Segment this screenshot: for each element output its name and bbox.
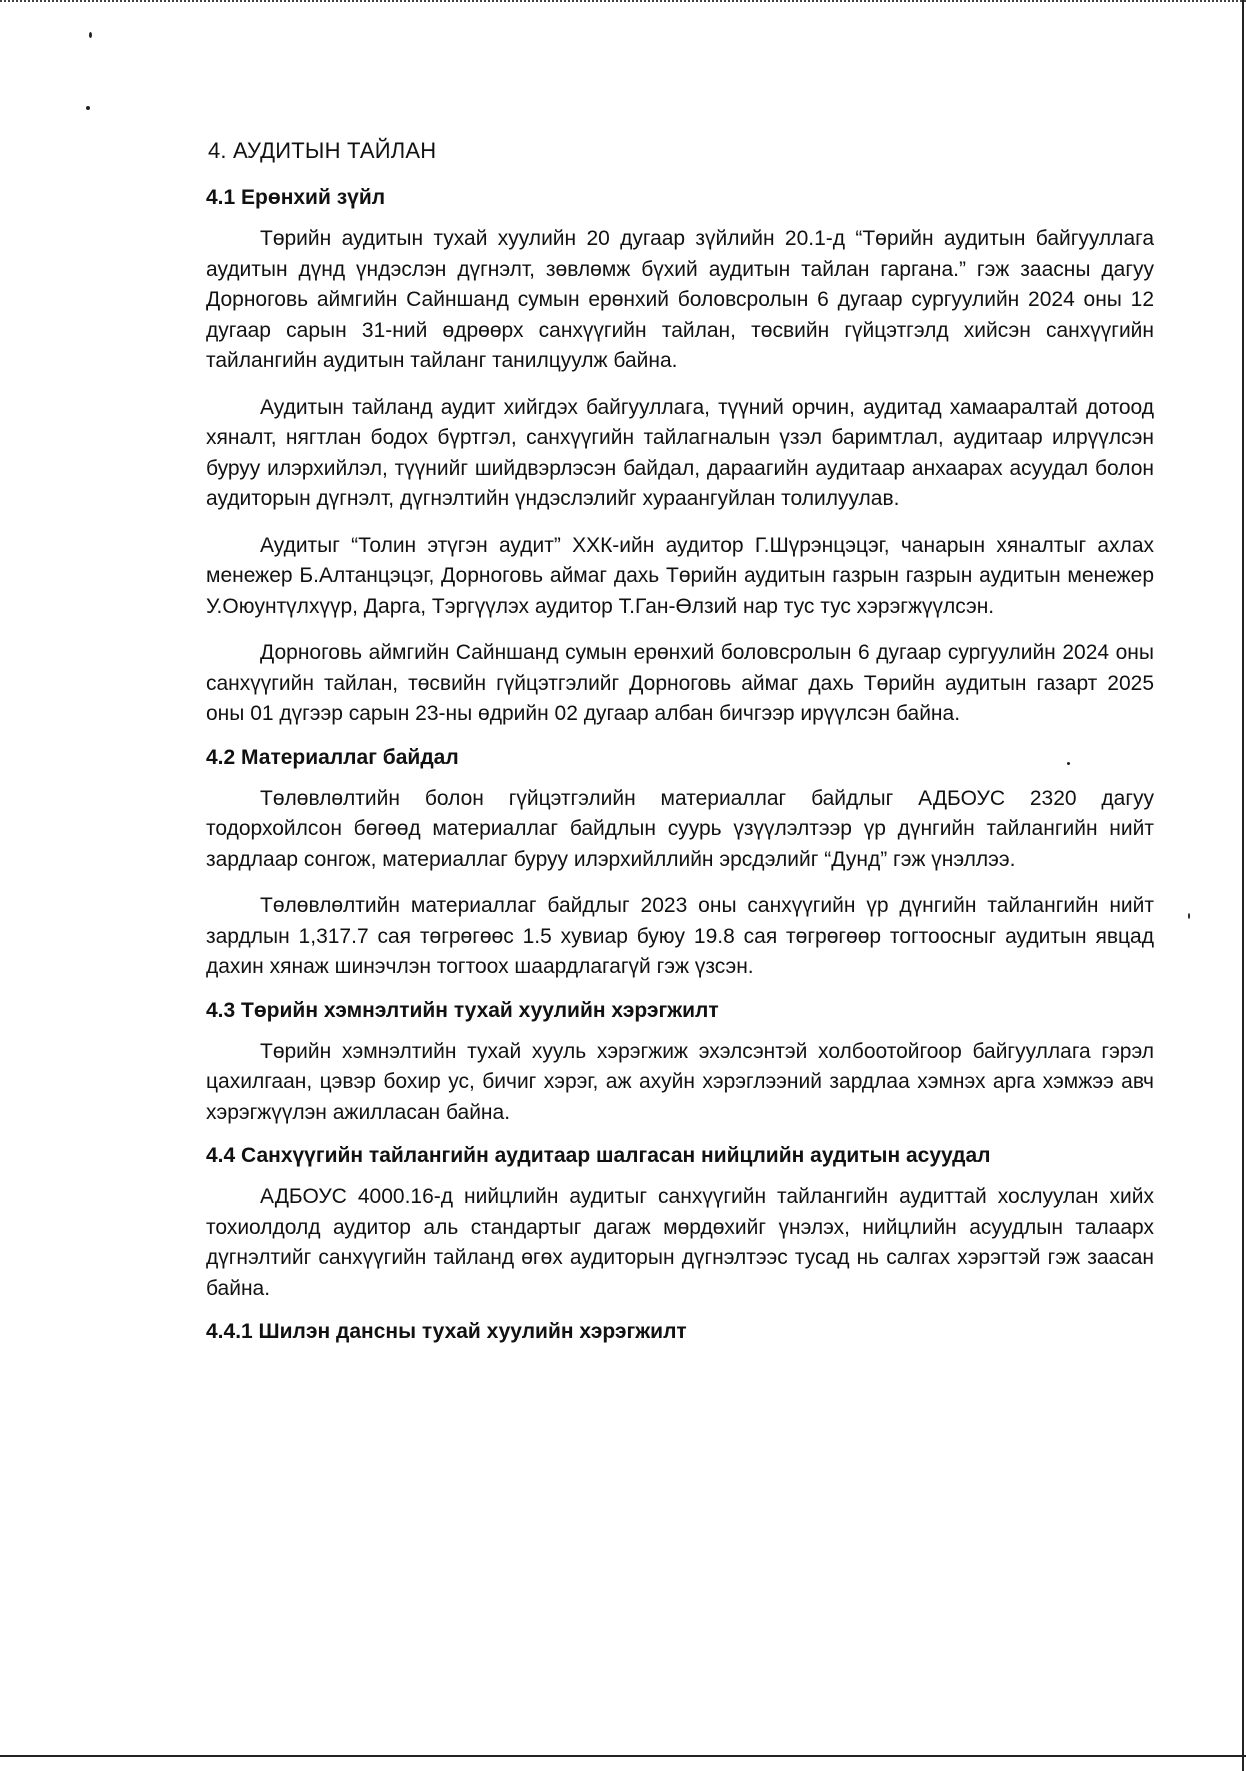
section-materiality: [206, 746, 1154, 983]
paragraph: Төрийн аудитын тухай хуулийн 20 дугаар зүйлийн 20.1-д “Төрийн аудитын байгууллага аудитын дүнд үндэслэн дүгнэлт, зөвлөмж бүхий аудитын тайлан гаргана.” гэж заасны дагуу Дорноговь аймгийн Сайншанд сумын ерөнхий боловсролын 6 дугаар сургуулийн 2024 оны 12 дугаар сарын 31-ний өдрөөрх санхүүгийн тайлан, төсвийн гүйцэтгэлд хийсэн санхүүгийн тайлангийн аудитын тайланг танилцуулж байна.: [206, 227, 1154, 372]
paragraph: Дорноговь аймгийн Сайншанд сумын ерөнхий боловсролын 6 дугаар сургуулийн 2024 оны санхүүгийн тайлан, төсвийн гүйцэтгэлийг Дорноговь аймаг дахь Төрийн аудитын газарт 2025 оны 01 дүгээр сарын 23-ны өдрийн 02 дугаар албан бичгээр ирүүлсэн байна.: [206, 641, 1154, 725]
paragraph: Аудитыг “Толин этүгэн аудит” ХХК-ийн аудитор Г.Шүрэнцэцэг, чанарын хяналтыг ахлах менежер Б.Алтанцэцэг, Дорноговь аймаг дахь Төрийн аудитын газрын газрын аудитын менежер У.Оюунтүлхүүр, Дарга, Тэргүүлэх аудитор Т.Ган-Өлзий нар тус тус хэрэгжүүлсэн.: [206, 533, 1154, 618]
paragraph: Төлөвлөлтийн материаллаг байдлыг 2023 оны санхүүгийн үр дүнгийн тайлангийн нийт зардлын 1,317.7 сая төгрөгөөс 1.5 хувиар буюу 19.8 сая төгрөгөөр тогтоосныг аудитын явцад дахин хянаж шинэчлэн тогтоох шаардлагагүй гэж үзсэн.: [206, 894, 1154, 978]
section-glass-account-law: [206, 1320, 1154, 1344]
section-compliance-audit: [206, 1144, 1154, 1304]
scan-bottom-edge: [0, 1755, 1246, 1757]
scan-right-edge: [1242, 0, 1244, 1771]
section-heading: 4.2 Материаллаг байдал: [206, 745, 459, 769]
section-heading: 4.4 Санхүүгийн тайлангийн аудитаар шалгасан нийцлийн аудитын асуудал: [206, 1144, 991, 1167]
section-austerity-law: [206, 999, 1154, 1129]
document-page: [206, 138, 1154, 1358]
document-title: 4. АУДИТЫН ТАЙЛАН: [208, 138, 437, 163]
section-heading: 4.4.1 Шилэн дансны тухай хуулийн хэрэгжилт: [206, 1320, 687, 1343]
section-heading: 4.1 Ерөнхий зүйл: [206, 186, 386, 209]
paragraph: АДБОУС 4000.16-д нийцлийн аудитыг санхүүгийн тайлангийн аудиттай хослуулан хийх тохиолдолд аудитор аль стандартыг дагаж мөрдөхийг үнэлэх, нийцлийн асуудлын талаарх дүгнэлтийг санхүүгийн тайланд өгөх аудиторын дүгнэлтээс тусад нь салгах хэрэгтэй гэж заасан байна.: [206, 1185, 1154, 1300]
section-heading: 4.3 Төрийн хэмнэлтийн тухай хуулийн хэрэгжилт: [206, 998, 719, 1022]
scan-top-edge: [0, 0, 1246, 6]
paragraph: Аудитын тайланд аудит хийгдэх байгууллага, түүний орчин, аудитад хамааралтай дотоод хяналт, нягтлан бодох бүртгэл, санхүүгийн тайлагналын үзэл баримтлал, аудитаар илрүүлсэн буруу илэрхийлэл, түүнийг шийдвэрлэсэн байдал, дараагийн аудитаар анхаарах асуудал болон аудиторын дүгнэлт, дүгнэлтийн үндэслэлийг хураангуйлан толилуулав.: [206, 395, 1154, 510]
scan-speck: [1188, 913, 1190, 919]
paragraph: Төлөвлөлтийн болон гүйцэтгэлийн материаллаг байдлыг АДБОУС 2320 дагуу тодорхойлсон бөгөөд материаллаг байдлын суурь үзүүлэлтээр үр дүнгийн тайлангийн нийт зардлаар сонгож, материаллаг буруу илэрхийллийн эрсдэлийг “Дунд” гэж үнэллээ.: [206, 786, 1154, 871]
scan-speck: [86, 106, 90, 110]
paragraph: Төрийн хэмнэлтийн тухай хууль хэрэгжиж эхэлсэнтэй холбоотойгоор байгууллага гэрэл цахилгаан, цэвэр бохир ус, бичиг хэрэг, аж ахуйн хэрэглээний зардлаа хэмнэх арга хэмжээ авч хэрэгжүүлэн ажилласан байна.: [206, 1039, 1154, 1124]
scan-speck: [89, 32, 92, 38]
section-general: [206, 186, 1154, 730]
